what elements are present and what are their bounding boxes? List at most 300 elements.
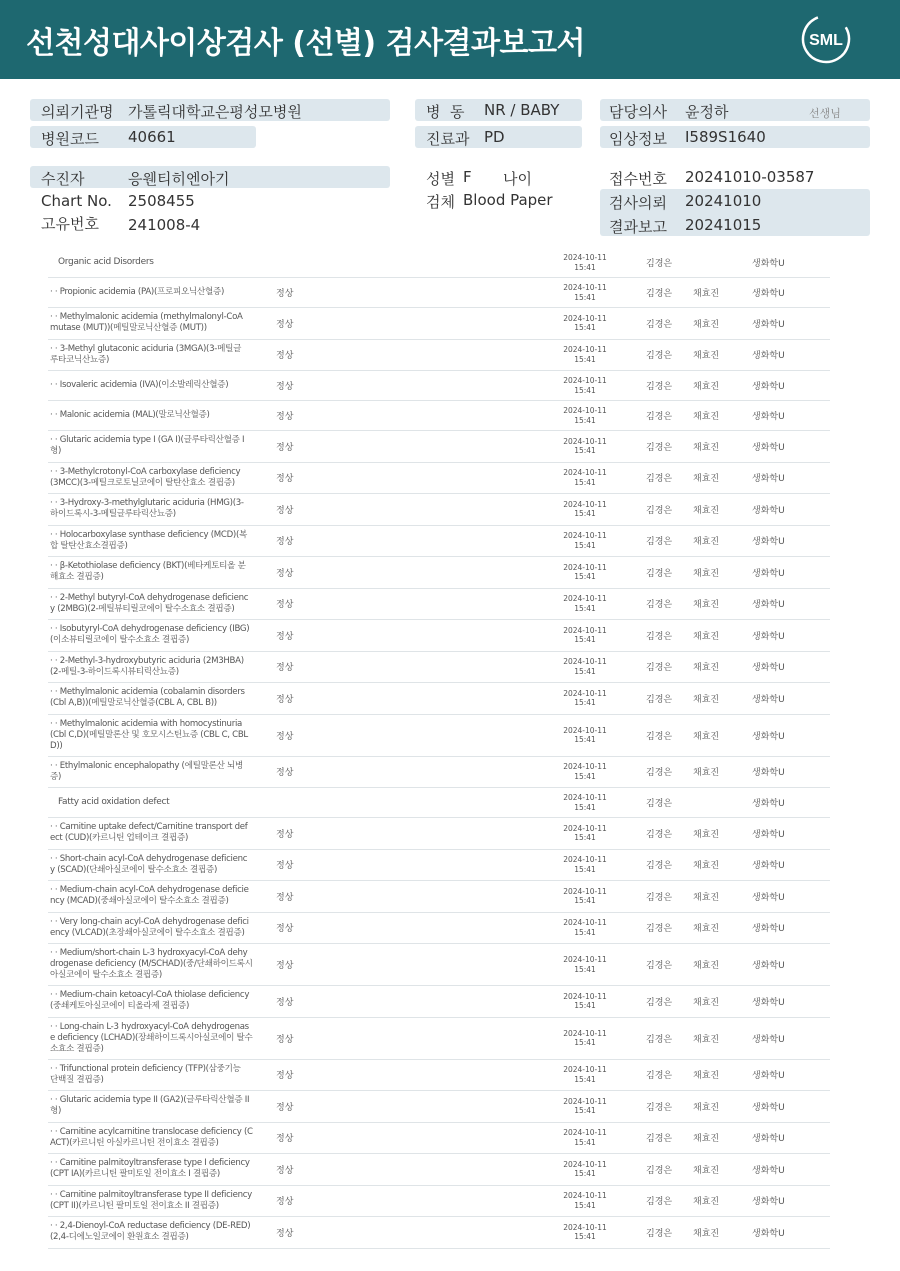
report-time: 15:41 <box>574 771 596 781</box>
report-date: 2024-10-11 <box>563 762 607 772</box>
test-name-line: 루타코닉산뇨증) <box>50 354 110 365</box>
doctor-value: 윤정하 <box>685 103 729 121</box>
report-datetime <box>554 757 616 788</box>
table-row <box>48 913 830 945</box>
test-name-line: · · Isovaleric acidemia (IVA)(이소발레릭산혈증) <box>50 380 229 390</box>
test-name <box>50 652 270 683</box>
table-row <box>48 1091 830 1123</box>
test-name-line: (Cbl A,B))(메틸말로닉산혈증(CBL A, CBL B)) <box>50 698 217 709</box>
report-date: 2024-10-11 <box>563 918 607 928</box>
test-name-line: · · 3-Methylcrotonyl-CoA carboxylase deficiency <box>50 466 241 477</box>
test-name-line: (Cbl C,D)(메틸말론산 및 호모시스틴뇨증 (CBL C, CBL <box>50 729 248 740</box>
report-datetime <box>554 818 616 849</box>
test-name-line: · · 2-Methyl-3-hydroxybutyric aciduria (2M3HBA) <box>50 655 244 666</box>
verifier-name: 채효진 <box>693 997 720 1008</box>
verifier-name: 채효진 <box>693 631 720 642</box>
test-name <box>50 850 270 881</box>
report-date: 2024-10-11 <box>563 468 607 478</box>
reporter-name: 김경은 <box>646 924 673 935</box>
test-name-line: ncy (MCAD)(중쇄아실코에이 탈수소효소 결핍증) <box>50 896 229 907</box>
test-name <box>50 1217 270 1248</box>
report-time: 15:41 <box>574 415 596 425</box>
institution-value: 가톨릭대학교은평성모병원 <box>128 103 302 121</box>
report-time: 15:41 <box>574 1232 596 1242</box>
table-row <box>48 652 830 684</box>
report-date: 2024-10-11 <box>563 436 607 446</box>
reporter-name: 김경은 <box>646 505 673 516</box>
table-row <box>48 431 830 463</box>
test-name-line: y (SCAD)(단쇄아실코에이 탈수소효소 결핍증) <box>50 864 218 875</box>
test-name-line: D)) <box>50 740 63 751</box>
lab-department: 생화학U <box>752 1034 785 1045</box>
verifier-name: 채효진 <box>693 768 720 779</box>
report-time: 15:41 <box>574 927 596 937</box>
test-name-line: (중쇄케토아실코에이 티올라제 결핍증) <box>50 1001 189 1012</box>
result-value: 정상 <box>276 1071 294 1082</box>
result-value: 정상 <box>276 289 294 299</box>
verifier-name: 채효진 <box>693 537 720 548</box>
reporter-name: 김경은 <box>646 1228 673 1239</box>
report-date-value: 20241015 <box>685 216 762 234</box>
department-label: 진료과 <box>426 130 470 148</box>
reporter-name: 김경은 <box>646 829 673 840</box>
reporter-name: 김경은 <box>646 861 673 872</box>
report-datetime <box>554 401 616 430</box>
table-row <box>48 463 830 495</box>
test-name-line: · · 3-Hydroxy-3-methylglutaric aciduria (HMG)(3- <box>50 498 244 509</box>
report-date: 2024-10-11 <box>563 657 607 667</box>
report-header <box>0 0 900 79</box>
reporter-name: 김경은 <box>646 1071 673 1082</box>
category-row <box>48 248 830 278</box>
result-value: 정상 <box>276 1197 294 1208</box>
test-name <box>50 589 270 620</box>
test-name-line: (2-메틸-3-하이드록시뷰티릭산뇨증) <box>50 666 179 677</box>
table-row <box>48 881 830 913</box>
verifier-name: 채효진 <box>693 1228 720 1239</box>
result-value: 정상 <box>276 861 294 872</box>
test-name-line: (CPT IA)(카르니틴 팔미토일 전이효소 I 결핍증) <box>50 1169 220 1180</box>
test-name <box>50 431 270 462</box>
table-row <box>48 278 830 308</box>
report-datetime <box>554 1123 616 1154</box>
result-value: 정상 <box>276 600 294 611</box>
lab-department: 생화학U <box>752 631 785 642</box>
table-row <box>48 944 830 986</box>
report-datetime <box>554 278 616 307</box>
reporter-name: 김경은 <box>646 799 673 809</box>
lab-department: 생화학U <box>752 600 785 611</box>
sex-value: F <box>463 168 472 186</box>
test-name-line: · · Medium-chain acyl-CoA dehydrogenase deficie <box>50 885 249 896</box>
report-time: 15:41 <box>574 292 596 302</box>
report-date: 2024-10-11 <box>563 1128 607 1138</box>
verifier-name: 채효진 <box>693 351 720 362</box>
lab-department: 생화학U <box>752 694 785 705</box>
report-date: 2024-10-11 <box>563 625 607 635</box>
report-datetime <box>554 944 616 985</box>
test-name-line: ACT)(카르니틴 아실카르니틴 전이효소 결핍증) <box>50 1137 219 1148</box>
test-name <box>50 463 270 494</box>
report-time: 15:41 <box>574 446 596 456</box>
test-name <box>50 620 270 651</box>
lab-department: 생화학U <box>752 568 785 579</box>
reporter-name: 김경은 <box>646 694 673 705</box>
reporter-name: 김경은 <box>646 289 673 299</box>
result-value: 정상 <box>276 892 294 903</box>
lab-department: 생화학U <box>752 1197 785 1208</box>
patient-label: 수진자 <box>41 170 85 188</box>
unique-no-value: 241008-4 <box>128 216 201 234</box>
report-datetime <box>554 494 616 525</box>
reporter-name: 김경은 <box>646 1102 673 1113</box>
lab-department: 생화학U <box>752 1228 785 1239</box>
report-date: 2024-10-11 <box>563 253 607 262</box>
result-value: 정상 <box>276 663 294 674</box>
reporter-name: 김경은 <box>646 351 673 362</box>
verifier-name: 채효진 <box>693 382 720 392</box>
report-datetime <box>554 248 616 277</box>
verifier-name: 채효진 <box>693 1197 720 1208</box>
test-name-line: · · Carnitine acylcarnitine translocase deficiency (C <box>50 1126 253 1137</box>
report-datetime <box>554 1091 616 1122</box>
table-row <box>48 1123 830 1155</box>
report-date: 2024-10-11 <box>563 531 607 541</box>
verifier-name: 채효진 <box>693 442 720 453</box>
specimen-label: 검체 <box>426 193 455 211</box>
result-value: 정상 <box>276 351 294 362</box>
ward-value: NR / BABY <box>484 101 560 119</box>
receipt-value: 20241010-03587 <box>685 168 815 186</box>
test-name <box>50 715 270 756</box>
result-value: 정상 <box>276 768 294 779</box>
test-name-line: · · Methylmalonic acidemia (methylmalonyl-CoA <box>50 312 243 323</box>
reporter-name: 김경은 <box>646 1034 673 1045</box>
test-name <box>50 1018 270 1059</box>
report-date: 2024-10-11 <box>563 345 607 355</box>
table-row <box>48 818 830 850</box>
verifier-name: 채효진 <box>693 924 720 935</box>
table-row <box>48 340 830 372</box>
test-name <box>50 913 270 944</box>
table-row <box>48 620 830 652</box>
verifier-name: 채효진 <box>693 289 720 299</box>
lab-department: 생화학U <box>752 289 785 299</box>
table-row <box>48 850 830 882</box>
hospital-code-label: 병원코드 <box>41 130 99 148</box>
clinical-value: I589S1640 <box>685 128 766 146</box>
report-date: 2024-10-11 <box>563 725 607 735</box>
lab-department: 생화학U <box>752 1071 785 1082</box>
result-value: 정상 <box>276 382 294 392</box>
test-name-line: 아실코에이 탈수소효소 결핍증) <box>50 970 162 980</box>
result-value: 정상 <box>276 1134 294 1145</box>
test-name-line: 단백질 결핍증) <box>50 1074 104 1085</box>
report-datetime <box>554 431 616 462</box>
result-value: 정상 <box>276 412 294 422</box>
lab-department: 생화학U <box>752 505 785 516</box>
result-value: 정상 <box>276 442 294 453</box>
verifier-name: 채효진 <box>693 1102 720 1113</box>
test-name <box>50 557 270 588</box>
result-value: 정상 <box>276 961 294 971</box>
reporter-name: 김경은 <box>646 731 673 742</box>
table-row <box>48 401 830 431</box>
chart-no-label: Chart No. <box>41 192 112 210</box>
table-row <box>48 757 830 789</box>
test-name-line: · · 2-Methyl butyryl-CoA dehydrogenase deficienc <box>50 592 249 603</box>
report-time: 15:41 <box>574 572 596 582</box>
result-value: 정상 <box>276 631 294 642</box>
report-date: 2024-10-11 <box>563 406 607 415</box>
sml-logo-icon <box>800 13 852 65</box>
test-name-line: 소효소 결핍증) <box>50 1043 104 1054</box>
receipt-label: 접수번호 <box>609 170 667 188</box>
report-datetime <box>554 1186 616 1217</box>
report-datetime <box>554 986 616 1017</box>
test-name-line: · · Medium/short-chain L-3 hydroxyacyl-CoA dehy <box>50 948 248 958</box>
lab-department: 생화학U <box>752 924 785 935</box>
test-name-line: (3MCC)(3-메틸크로토닐코에이 탈탄산효소 결핍증) <box>50 477 235 488</box>
lab-department: 생화학U <box>752 768 785 779</box>
category-row <box>48 788 830 818</box>
report-datetime <box>554 620 616 651</box>
reporter-name: 김경은 <box>646 319 673 330</box>
result-value: 정상 <box>276 568 294 579</box>
table-row <box>48 371 830 401</box>
table-row <box>48 526 830 558</box>
department-value: PD <box>484 128 505 146</box>
lab-department: 생화학U <box>752 829 785 840</box>
verifier-name: 채효진 <box>693 319 720 330</box>
test-name-line: · · 3-Methyl glutaconic aciduria (3MGA)(3-메틸글 <box>50 343 242 354</box>
result-value: 정상 <box>276 1165 294 1176</box>
table-row <box>48 1217 830 1249</box>
report-time: 15:41 <box>574 509 596 519</box>
report-date: 2024-10-11 <box>563 1028 607 1038</box>
report-date: 2024-10-11 <box>563 283 607 292</box>
report-datetime <box>554 1018 616 1059</box>
test-name-line: · · Very long-chain acyl-CoA dehydrogenase defici <box>50 916 249 927</box>
table-row <box>48 494 830 526</box>
report-datetime <box>554 788 616 817</box>
result-value: 정상 <box>276 829 294 840</box>
test-name-line: 형) <box>50 446 62 457</box>
verifier-name: 채효진 <box>693 694 720 705</box>
test-name-line: ency (VLCAD)(초장쇄아실코에이 탈수소효소 결핍증) <box>50 927 245 938</box>
test-name-line: · · Holocarboxylase synthase deficiency (MCD)(복 <box>50 529 248 540</box>
verifier-name: 채효진 <box>693 412 720 422</box>
table-row <box>48 1060 830 1092</box>
reporter-name: 김경은 <box>646 442 673 453</box>
lab-department: 생화학U <box>752 474 785 485</box>
result-value: 정상 <box>276 1102 294 1113</box>
test-name <box>58 788 358 817</box>
report-time: 15:41 <box>574 1137 596 1147</box>
doctor-suffix: 선생님 <box>809 107 841 120</box>
report-time: 15:41 <box>574 833 596 843</box>
test-name-line: · · Trifunctional protein deficiency (TFP)(삼중기능 <box>50 1063 241 1074</box>
reporter-name: 김경은 <box>646 1134 673 1145</box>
report-time: 15:41 <box>574 1200 596 1210</box>
reporter-name: 김경은 <box>646 768 673 779</box>
reporter-name: 김경은 <box>646 631 673 642</box>
verifier-name: 채효진 <box>693 505 720 516</box>
reporter-name: 김경은 <box>646 382 673 392</box>
test-name-line: · · Carnitine uptake defect/Carnitine transport def <box>50 822 248 833</box>
lab-department: 생화학U <box>752 319 785 330</box>
test-name-line: y (2MBG)(2-메틸뷰티릴코에이 탈수소효소 결핍증) <box>50 603 235 614</box>
report-time: 15:41 <box>574 635 596 645</box>
lab-department: 생화학U <box>752 997 785 1008</box>
report-time: 15:41 <box>574 1074 596 1084</box>
test-name-line: (2,4-디에노일코에이 환원효소 결핍증) <box>50 1232 189 1243</box>
report-datetime <box>554 308 616 339</box>
reporter-name: 김경은 <box>646 1197 673 1208</box>
reporter-name: 김경은 <box>646 412 673 422</box>
test-name-line: · · 2,4-Dienoyl-CoA reductase deficiency (DE-RED) <box>50 1221 251 1232</box>
test-name-line: (CPT II)(카르니틴 팔미토일 전이효소 II 결핍증) <box>50 1200 219 1211</box>
report-date: 2024-10-11 <box>563 1191 607 1201</box>
report-date: 2024-10-11 <box>563 1159 607 1169</box>
test-name-line: · · Carnitine palmitoyltransferase type II deficiency <box>50 1189 252 1200</box>
table-row <box>48 308 830 340</box>
report-time: 15:41 <box>574 477 596 487</box>
report-datetime <box>554 1217 616 1248</box>
table-row <box>48 557 830 589</box>
test-name-line: Organic acid Disorders <box>58 257 154 267</box>
verifier-name: 채효진 <box>693 861 720 872</box>
test-name-line: · · Propionic acidemia (PA)(프로피오닉산혈증) <box>50 287 225 297</box>
test-name <box>50 340 270 371</box>
report-time: 15:41 <box>574 735 596 744</box>
lab-department: 생화학U <box>752 537 785 548</box>
test-name-line: · · Glutaric acidemia type II (GA2)(글루타릭산혈증 II <box>50 1095 250 1106</box>
report-datetime <box>554 850 616 881</box>
test-name <box>50 526 270 557</box>
report-date: 2024-10-11 <box>563 823 607 833</box>
lab-department: 생화학U <box>752 259 785 269</box>
report-date: 2024-10-11 <box>563 562 607 572</box>
report-datetime <box>554 371 616 400</box>
patient-value: 응웬티히엔아기 <box>128 170 230 188</box>
result-value: 정상 <box>276 1034 294 1045</box>
ward-label: 병 동 <box>426 103 465 121</box>
test-name <box>50 494 270 525</box>
report-datetime <box>554 881 616 912</box>
lab-department: 생화학U <box>752 731 785 742</box>
report-time: 15:41 <box>574 385 596 395</box>
lab-department: 생화학U <box>752 351 785 362</box>
svg-text:SML: SML <box>809 32 843 49</box>
test-name-line: 형) <box>50 1106 62 1117</box>
report-time: 15:41 <box>574 802 596 812</box>
test-name-line: · · Medium-chain ketoacyl-CoA thiolase deficiency <box>50 990 250 1001</box>
report-date: 2024-10-11 <box>563 886 607 896</box>
report-time: 15:41 <box>574 603 596 613</box>
table-row <box>48 1018 830 1060</box>
report-date-label: 결과보고 <box>609 218 667 236</box>
test-name <box>50 278 270 307</box>
report-time: 15:41 <box>574 698 596 708</box>
lab-department: 생화학U <box>752 799 785 809</box>
report-datetime <box>554 715 616 756</box>
table-row <box>48 986 830 1018</box>
test-name <box>50 818 270 849</box>
report-time: 15:41 <box>574 540 596 550</box>
test-name-line: 하이드록시-3-메틸글루타릭산뇨증) <box>50 509 176 520</box>
verifier-name: 채효진 <box>693 663 720 674</box>
unique-no-label: 고유번호 <box>41 215 99 233</box>
report-datetime <box>554 1060 616 1091</box>
report-datetime <box>554 1154 616 1185</box>
verifier-name: 채효진 <box>693 600 720 611</box>
test-name <box>50 401 270 430</box>
report-date: 2024-10-11 <box>563 376 607 385</box>
lab-department: 생화학U <box>752 663 785 674</box>
test-name <box>50 986 270 1017</box>
test-name <box>50 757 270 788</box>
result-value: 정상 <box>276 1228 294 1239</box>
report-time: 15:41 <box>574 1169 596 1179</box>
report-date: 2024-10-11 <box>563 855 607 865</box>
chart-no-value: 2508455 <box>128 192 195 210</box>
report-time: 15:41 <box>574 864 596 874</box>
table-row <box>48 589 830 621</box>
test-name-line: · · Malonic acidemia (MAL)(말로닉산혈증) <box>50 410 210 420</box>
reporter-name: 김경은 <box>646 474 673 485</box>
reporter-name: 김경은 <box>646 997 673 1008</box>
result-value: 정상 <box>276 924 294 935</box>
report-date: 2024-10-11 <box>563 991 607 1001</box>
lab-department: 생화학U <box>752 961 785 971</box>
test-name-line: drogenase deficiency (M/SCHAD)(중/단쇄하이드록시 <box>50 959 253 969</box>
test-name-line: 증) <box>50 771 62 782</box>
test-name-line: · · Carnitine palmitoyltransferase type I deficiency <box>50 1158 250 1169</box>
verifier-name: 채효진 <box>693 1134 720 1145</box>
test-name <box>50 881 270 912</box>
report-time: 15:41 <box>574 964 596 974</box>
test-name-line: · · Ethylmalonic encephalopathy (에틸말론산 뇌병 <box>50 760 244 771</box>
table-row <box>48 1154 830 1186</box>
test-name-line: Fatty acid oxidation defect <box>58 797 170 807</box>
test-name-line: · · Long-chain L-3 hydroxyacyl-CoA dehydrogenas <box>50 1021 249 1032</box>
report-date: 2024-10-11 <box>563 793 607 802</box>
test-name-line: · · Short-chain acyl-CoA dehydrogenase deficienc <box>50 853 248 864</box>
results-table <box>48 248 830 1249</box>
test-name-line: 해효소 결핍증) <box>50 572 104 583</box>
test-name-line: · · β-Ketothiolase deficiency (BKT)(베타케토티올 분 <box>50 561 246 572</box>
lab-department: 생화학U <box>752 1165 785 1176</box>
test-name-line: · · Glutaric acidemia type I (GA I)(글루타릭산혈증 I <box>50 435 245 446</box>
reporter-name: 김경은 <box>646 537 673 548</box>
verifier-name: 채효진 <box>693 892 720 903</box>
test-name <box>58 248 358 277</box>
test-name <box>50 1123 270 1154</box>
test-name-line: ect (CUD)(카르니틴 업테이크 결핍증) <box>50 833 189 844</box>
test-name-line: mutase (MUT))(메틸말로닉산혈증 (MUT)) <box>50 323 207 334</box>
report-date: 2024-10-11 <box>563 499 607 509</box>
test-name <box>50 1186 270 1217</box>
sex-label: 성별 <box>426 170 455 188</box>
report-time: 15:41 <box>574 262 596 272</box>
reporter-name: 김경은 <box>646 663 673 674</box>
report-time: 15:41 <box>574 896 596 906</box>
reporter-name: 김경은 <box>646 1165 673 1176</box>
lab-department: 생화학U <box>752 861 785 872</box>
report-time: 15:41 <box>574 1001 596 1011</box>
result-value: 정상 <box>276 505 294 516</box>
